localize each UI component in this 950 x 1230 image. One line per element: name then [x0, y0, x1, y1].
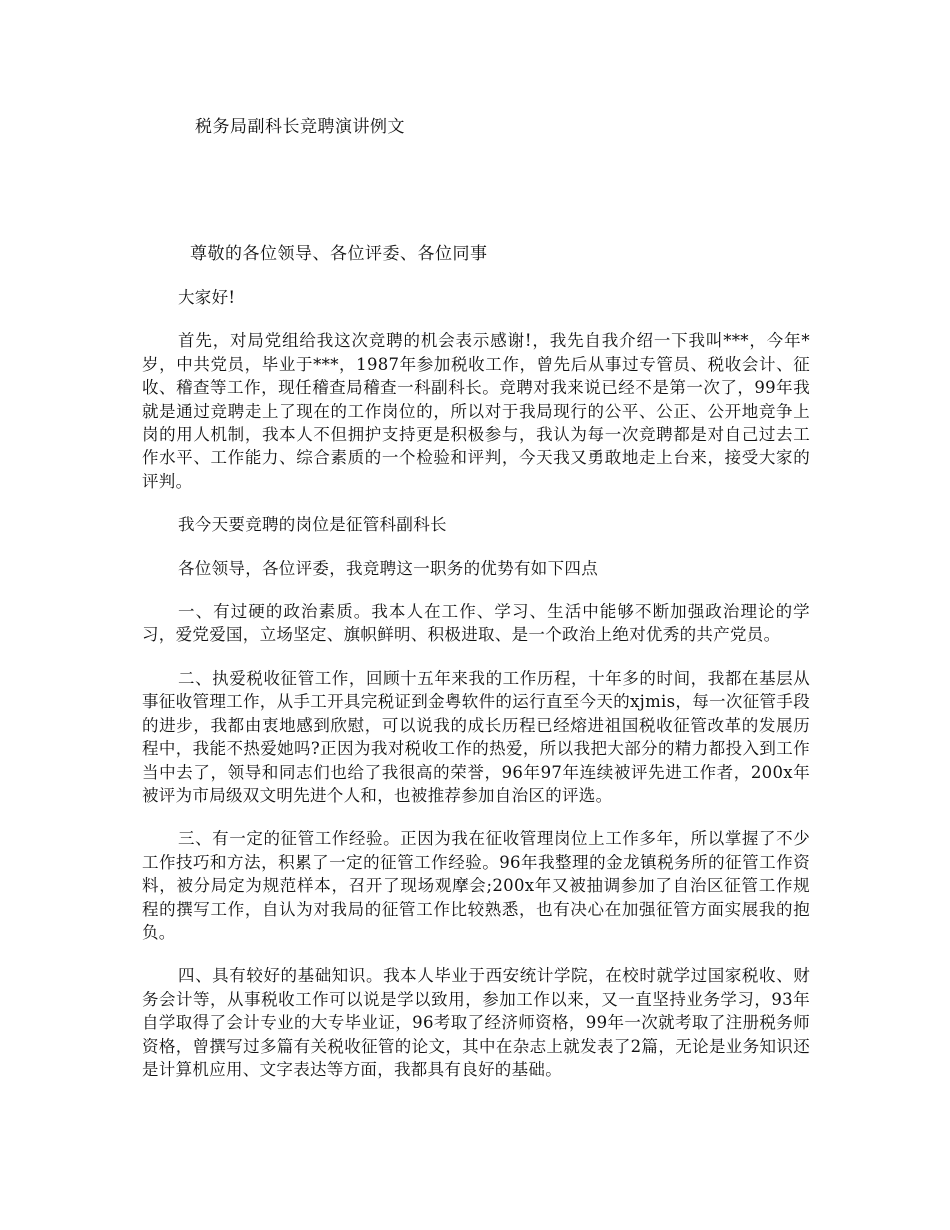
salutation: 尊敬的各位领导、各位评委、各位同事 — [190, 244, 488, 264]
paragraph-point-four: 四、具有较好的基础知识。我本人毕业于西安统计学院，在校时就学过国家税收、财务会计等，从事税收工作可以说是学以致用，参加工作以来，又一直坚持业务学习，93年自学取得了会计专业的大专毕业证，96考取了经济师资格，99年一次就考取了注册税务师资格，曾撰写过多篇有关税收征管的论文，其中在杂志上就发表了2篇，无论是业务知识还是计算机应用、文字表达等方面，我都具有良好的基础。 — [142, 966, 810, 1079]
paragraph-point-three: 三、有一定的征管工作经验。正因为我在征收管理岗位上工作多年，所以掌握了不少工作技巧和方法，积累了一定的征管工作经验。96年我整理的金龙镇税务所的征管工作资料，被分局定为规范样本，召开了现场观摩会;200x年又被抽调参加了自治区征管工作规程的撰写工作，自认为对我局的征管工作比较熟悉，也有决心在加强征管方面实展我的抱负。 — [142, 829, 810, 942]
paragraph-point-two: 二、执爱税收征管工作，回顾十五年来我的工作历程，十年多的时间，我都在基层从事征收管理工作，从手工开具完税证到金粤软件的运行直至今天的xjmis，每一次征管手段的进步，我都由衷地感到欣慰，可以说我的成长历程已经熔进祖国税收征管改革的发展历程中，我能不热爱她吗?正因为我对税收工作的热爱，所以我把大部分的精力都投入到工作当中去了，领导和同志们也给了我很高的荣誉，96年97年连续被评先进工作者，200x年被评为市局级双文明先进个人和，也被推荐参加自治区的评选。 — [142, 668, 810, 805]
document-title: 税务局副科长竞聘演讲例文 — [195, 117, 405, 137]
paragraph-advantages-intro: 各位领导，各位评委，我竞聘这一职务的优势有如下四点 — [178, 558, 598, 578]
paragraph-position: 我今天要竞聘的岗位是征管科副科长 — [178, 515, 447, 535]
greeting: 大家好! — [178, 288, 236, 307]
paragraph-introduction: 首先，对局党组给我这次竞聘的机会表示感谢!，我先自我介绍一下我叫***，今年*岁，中共党员，毕业于***，1987年参加税收工作，曾先后从事过专管员、税收会计、征收、稽查等工作，现任稽查局稽查一科副科长。竞聘对我来说已经不是第一次了，99年我就是通过竞聘走上了现在的工作岗位的，所以对于我局现行的公平、公正、公开地竞争上岗的用人机制，我本人不但拥护支持更是积极参与，我认为每一次竞聘都是对自己过去工作水平、工作能力、综合素质的一个检验和评判，今天我又勇敢地走上台来，接受大家的评判。 — [142, 331, 810, 491]
paragraph-point-one: 一、有过硬的政治素质。我本人在工作、学习、生活中能够不断加强政治理论的学习，爱党爱国，立场坚定、旗帜鲜明、积极进取、是一个政治上绝对优秀的共产党员。 — [142, 602, 810, 645]
document-body — [142, 286, 810, 1101]
